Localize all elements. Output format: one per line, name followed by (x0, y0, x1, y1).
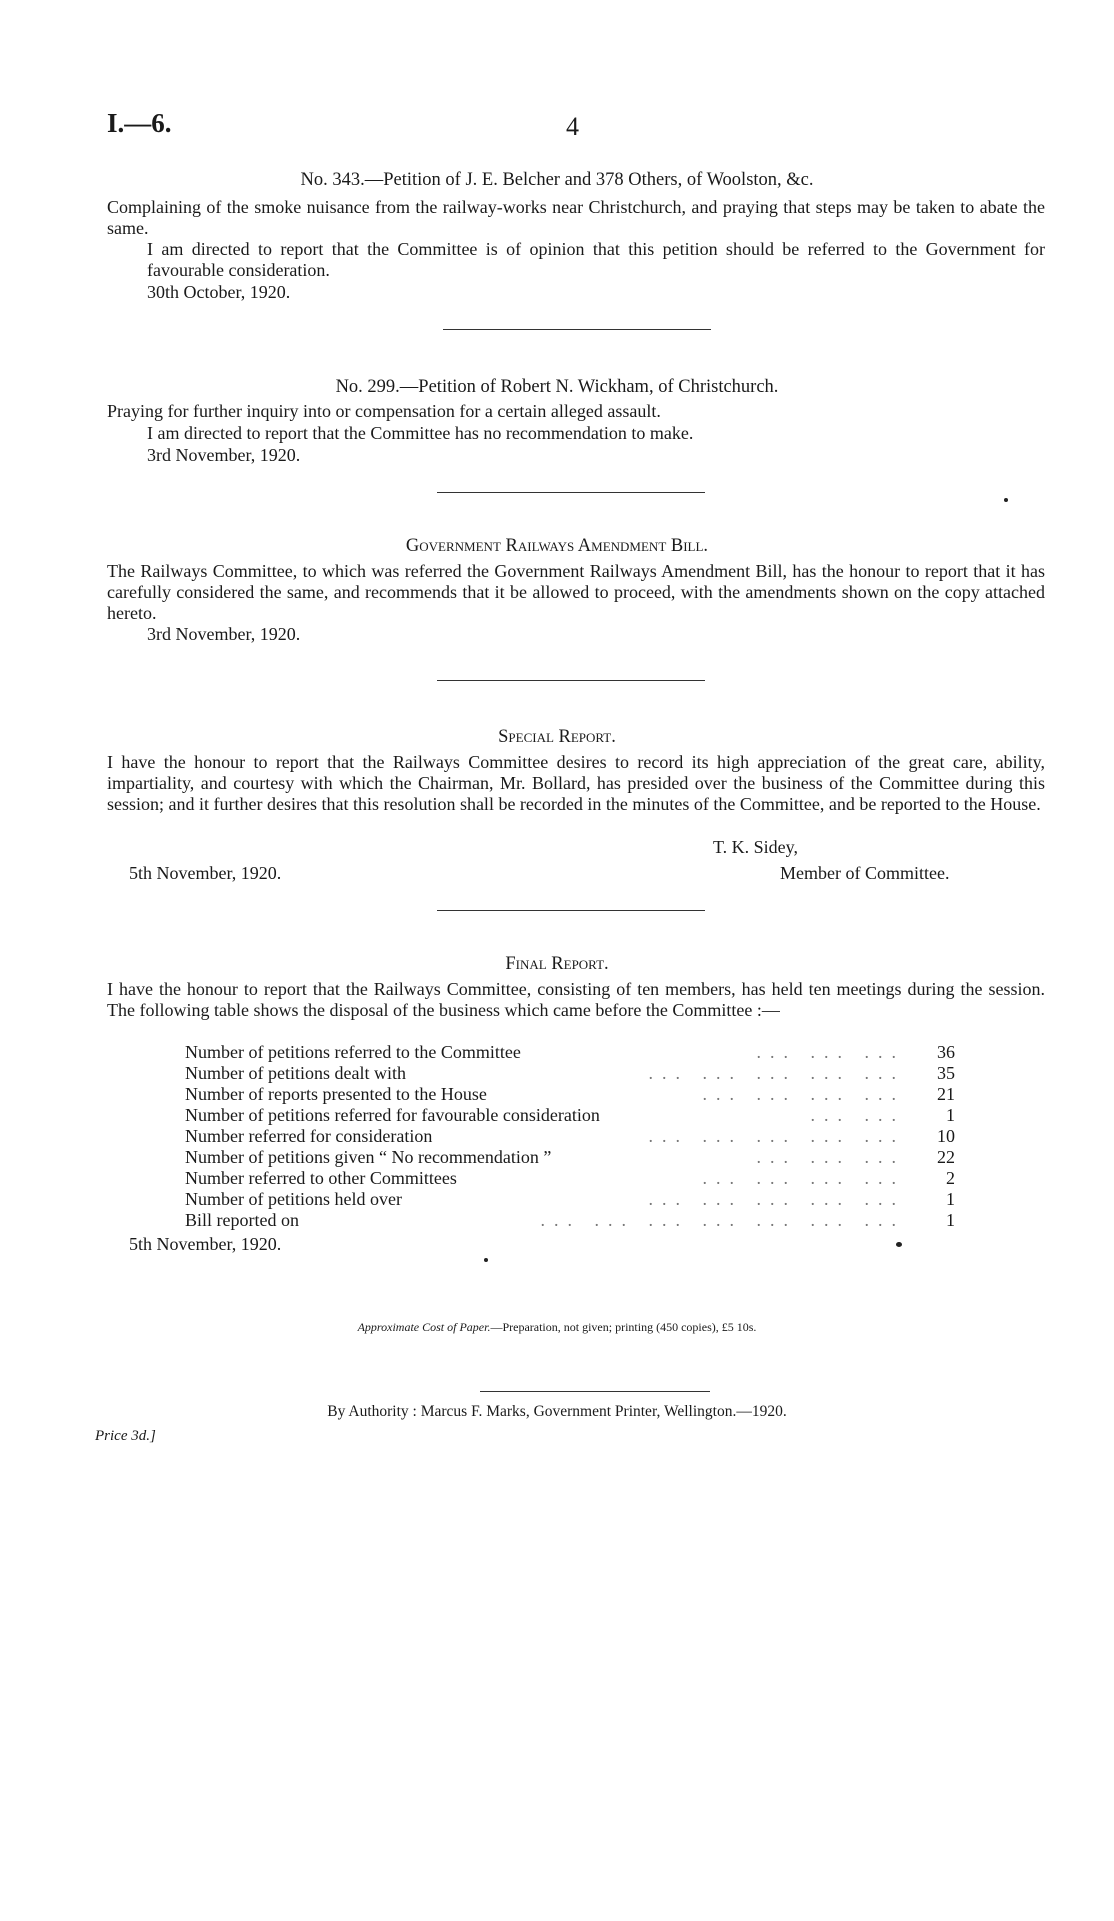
leader-dots: ... ... ... (756, 1147, 905, 1167)
table-row (185, 1147, 955, 1168)
section-divider (443, 329, 711, 330)
table-row-value: 10 (937, 1126, 955, 1146)
special-report-signatory: T. K. Sidey, (713, 837, 798, 857)
table-row-label: Number of petitions held over (185, 1189, 402, 1209)
bill-title: Government Railways Amendment Bill. (405, 536, 709, 556)
table-row-value: 1 (946, 1189, 955, 1209)
bill-body: The Railways Committee, to which was referred the Government Railways Amendment Bill, has the honour to report that it has carefully considered the same, and recommends that it be allowed to proceed, with the amendments shown on the copy attached hereto. (107, 561, 1045, 623)
bill-date: 3rd November, 1920. (147, 624, 301, 644)
cost-of-paper-note (0, 1320, 1114, 1335)
table-row-value: 21 (937, 1084, 955, 1104)
section-divider (437, 910, 705, 911)
final-report-title: Final Report. (505, 954, 609, 974)
petition-299-title: No. 299.—Petition of Robert N. Wickham, of Christchurch. (335, 377, 779, 397)
table-row-value: 1 (946, 1210, 955, 1230)
print-speck (1004, 498, 1008, 502)
table-row (185, 1189, 955, 1210)
petition-343-title: No. 343.—Petition of J. E. Belcher and 378 Others, of Woolston, &c. (300, 170, 814, 190)
table-row (185, 1105, 955, 1126)
table-row-label: Number referred to other Committees (185, 1168, 457, 1188)
table-row (185, 1084, 955, 1105)
leader-dots: ... ... (810, 1105, 905, 1125)
table-row-value: 1 (946, 1105, 955, 1125)
table-row (185, 1042, 955, 1063)
page-number: 4 (566, 112, 579, 141)
section-divider (437, 680, 705, 681)
table-row-value: 2 (946, 1168, 955, 1188)
table-row-label: Number of petitions referred for favourable consideration (185, 1105, 600, 1125)
petition-343-date: 30th October, 1920. (147, 282, 291, 302)
petition-343-direction: I am directed to report that the Committee is of opinion that this petition should be referred to the Government for favourable consideration. (147, 239, 1045, 280)
table-row-label: Number referred for consideration (185, 1126, 433, 1146)
special-report-signatory-role: Member of Committee. (780, 863, 950, 883)
petition-299-date: 3rd November, 1920. (147, 445, 301, 465)
special-report-title: Special Report. (498, 727, 616, 747)
leader-dots: ... ... ... ... ... (648, 1189, 905, 1209)
footer-divider (480, 1391, 710, 1392)
final-report-body: I have the honour to report that the Railways Committee, consisting of ten members, has held ten meetings during the session. The following table shows the disposal of the business which came before the Committee :— (107, 979, 1045, 1020)
table-row (185, 1063, 955, 1084)
leader-dots: ... ... ... ... ... (648, 1126, 905, 1146)
table-row-label: Bill reported on (185, 1210, 299, 1230)
print-speck (896, 1242, 902, 1247)
special-report-body: I have the honour to report that the Railways Committee desires to record its high appreciation of the great care, ability, impartiality, and courtesy with which the Chairman, Mr. Bollard, has presided over the business of the Committee during this session; and it further desires that this resolution shall be recorded in the minutes of the Committee, and be reported to the House. (107, 752, 1045, 814)
table-row-label: Number of reports presented to the House (185, 1084, 487, 1104)
petition-299-body: Praying for further inquiry into or compensation for a certain alleged assault. (107, 401, 661, 421)
leader-dots: ... ... ... ... (702, 1168, 905, 1188)
table-row (185, 1210, 955, 1231)
final-report-date: 5th November, 1920. (129, 1234, 282, 1254)
table-row-label: Number of petitions dealt with (185, 1063, 406, 1083)
table-row-value: 22 (937, 1147, 955, 1167)
business-disposal-table (185, 1042, 955, 1231)
cost-of-paper-label: Approximate Cost of Paper. (357, 1320, 491, 1334)
price-note: Price 3d.] (95, 1428, 156, 1444)
print-speck (484, 1258, 488, 1262)
petition-299-direction: I am directed to report that the Committee has no recommendation to make. (147, 423, 694, 443)
table-row-value: 35 (937, 1063, 955, 1083)
table-row (185, 1168, 955, 1189)
section-divider (437, 492, 705, 493)
document-reference: I.—6. (107, 108, 172, 138)
table-row (185, 1126, 955, 1147)
leader-dots: ... ... ... ... (702, 1084, 905, 1104)
cost-of-paper-text: —Preparation, not given; printing (450 copies), £5 10s. (490, 1320, 757, 1334)
leader-dots: ... ... ... ... ... ... ... (540, 1210, 905, 1230)
leader-dots: ... ... ... (756, 1042, 905, 1062)
leader-dots: ... ... ... ... ... (648, 1063, 905, 1083)
table-row-label: Number of petitions referred to the Committee (185, 1042, 521, 1062)
table-row-value: 36 (937, 1042, 955, 1062)
petition-343-body: Complaining of the smoke nuisance from the railway-works near Christchurch, and praying that steps may be taken to abate the same. (107, 197, 1045, 238)
special-report-date: 5th November, 1920. (129, 863, 282, 883)
table-row-label: Number of petitions given “ No recommendation ” (185, 1147, 552, 1167)
printer-authority: By Authority : Marcus F. Marks, Government Printer, Wellington.—1920. (327, 1403, 787, 1420)
